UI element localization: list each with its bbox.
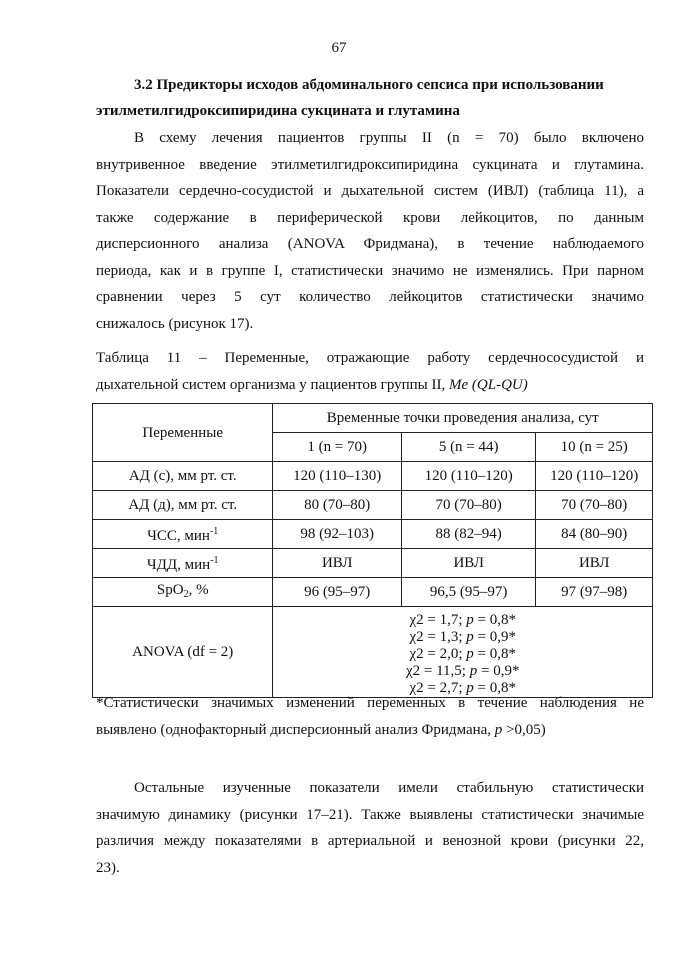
table-cell: ИВЛ bbox=[401, 549, 535, 578]
chi-value: χ2 = 2,0; bbox=[409, 645, 467, 662]
table-caption bbox=[96, 345, 644, 398]
text-line: периода, как и в группе I, статистически значимо не изменялись. При парном bbox=[96, 262, 644, 279]
anova-result bbox=[273, 663, 652, 680]
row-label: ANOVA (df = 2) bbox=[93, 607, 273, 698]
text-line: 23). bbox=[96, 859, 120, 876]
section-heading-line-2: этилметилгидроксипиридина сукцината и глутамина bbox=[96, 103, 460, 119]
text-line: снижалось (рисунок 17). bbox=[96, 315, 254, 332]
row-label-text: SpO bbox=[156, 581, 184, 598]
paragraph-conclusion bbox=[96, 775, 644, 881]
footnote-text: выявлено (однофакторный дисперсионный анализ Фридмана, bbox=[96, 721, 495, 738]
table-cell: 96,5 (95–97) bbox=[401, 578, 535, 607]
p-value: = 0,8* bbox=[473, 611, 516, 628]
row-label: АД (с), мм рт. ст. bbox=[93, 462, 273, 491]
table-cell: 96 (95–97) bbox=[273, 578, 401, 607]
table-cell: 120 (110–120) bbox=[401, 462, 535, 491]
table-row bbox=[93, 549, 653, 578]
p-symbol: p bbox=[466, 611, 474, 628]
caption-line-1: Таблица 11 – Переменные, отражающие работу сердечнососудистой и bbox=[96, 350, 644, 366]
table-row bbox=[93, 491, 653, 520]
table-cell: ИВЛ bbox=[273, 549, 401, 578]
table-cell: 70 (70–80) bbox=[536, 491, 653, 520]
table-cell: 120 (110–120) bbox=[536, 462, 653, 491]
p-symbol: p bbox=[494, 721, 503, 738]
text-line: внутривенное введение этилметилгидроксипиридина сукцината и глутамина. bbox=[96, 156, 644, 173]
p-value: = 0,8* bbox=[473, 645, 516, 662]
table-cell: ИВЛ bbox=[536, 549, 653, 578]
header-timepoints: Временные точки проведения анализа, сут bbox=[273, 404, 653, 433]
p-value: = 0,9* bbox=[473, 628, 516, 645]
section-heading bbox=[96, 72, 644, 124]
header-timepoint: 5 (n = 44) bbox=[401, 433, 535, 462]
page-number: 67 bbox=[331, 40, 347, 56]
row-label-suffix: , % bbox=[188, 581, 209, 598]
table-row bbox=[93, 462, 653, 491]
section-heading-line-1: 3.2 Предикторы исходов абдоминального сепсиса при использовании bbox=[134, 77, 604, 93]
text-line: также содержание в периферической крови лейкоцитов, по данным bbox=[96, 209, 644, 226]
anova-result bbox=[273, 612, 652, 629]
table-footnote bbox=[96, 690, 644, 743]
footnote-line-1: *Статистически значимых изменений переменных в течение наблюдения не bbox=[96, 695, 644, 711]
chi-value: χ2 = 2,7; bbox=[409, 679, 467, 696]
paragraph-intro bbox=[96, 125, 644, 337]
header-timepoint: 10 (n = 25) bbox=[536, 433, 653, 462]
caption-line-2 bbox=[96, 372, 644, 399]
caption-stat-notation: Me (QL-QU) bbox=[449, 376, 528, 393]
chi-value: χ2 = 11,5; bbox=[406, 662, 470, 679]
row-label bbox=[93, 578, 273, 607]
row-label bbox=[93, 520, 273, 549]
chi-value: χ2 = 1,3; bbox=[409, 628, 467, 645]
table-row bbox=[93, 520, 653, 549]
table-row-anova bbox=[93, 607, 653, 698]
row-label bbox=[93, 549, 273, 578]
text-line: В схему лечения пациентов группы II (n = 70) было включено bbox=[134, 130, 644, 146]
row-label: АД (д), мм рт. ст. bbox=[93, 491, 273, 520]
row-label-text: ЧДД, мин bbox=[146, 557, 211, 573]
table-cell: 98 (92–103) bbox=[273, 520, 401, 549]
p-symbol: p bbox=[466, 679, 474, 696]
table-cell: 120 (110–130) bbox=[273, 462, 401, 491]
header-timepoint: 1 (n = 70) bbox=[273, 433, 401, 462]
header-variables: Переменные bbox=[93, 404, 273, 462]
table-cell: 70 (70–80) bbox=[401, 491, 535, 520]
table-cell: 97 (97–98) bbox=[536, 578, 653, 607]
p-value: = 0,9* bbox=[477, 662, 520, 679]
p-value: = 0,8* bbox=[473, 679, 516, 696]
table-row bbox=[93, 578, 653, 607]
text-line: дисперсионного анализа (ANOVA Фридмана), в течение наблюдаемого bbox=[96, 236, 644, 252]
data-table bbox=[92, 403, 653, 698]
row-label-text: ЧСС, мин bbox=[147, 528, 210, 544]
row-label-sub: 2 bbox=[183, 588, 189, 600]
text-line: Показатели сердечно-сосудистой и дыхательной систем (ИВЛ) (таблица 11), а bbox=[96, 183, 644, 199]
row-label-sup: -1 bbox=[209, 526, 219, 537]
anova-result bbox=[273, 629, 652, 646]
p-symbol: p bbox=[466, 645, 474, 662]
table-cell: 80 (70–80) bbox=[273, 491, 401, 520]
table-cell: 84 (80–90) bbox=[536, 520, 653, 549]
anova-result bbox=[273, 646, 652, 663]
p-symbol: p bbox=[469, 662, 478, 679]
footnote-p-value: >0,05) bbox=[502, 721, 546, 738]
caption-text: дыхательной систем организма у пациентов группы II, bbox=[96, 376, 449, 393]
footnote-line-2 bbox=[96, 717, 644, 744]
text-line: значимую динамику (рисунки 17–21). Также выявлены статистически значимые bbox=[96, 806, 644, 823]
row-label-sup: -1 bbox=[210, 555, 219, 566]
anova-results-cell bbox=[273, 607, 653, 698]
text-line: различия между показателями в артериальной и венозной крови (рисунки 22, bbox=[96, 833, 644, 849]
text-line: Остальные изученные показатели имели стабильную статистически bbox=[134, 780, 644, 796]
p-symbol: p bbox=[466, 628, 474, 645]
table-cell: 88 (82–94) bbox=[401, 520, 535, 549]
text-line: сравнении через 5 сут количество лейкоцитов статистически значимо bbox=[96, 289, 644, 305]
chi-value: χ2 = 1,7; bbox=[409, 611, 467, 628]
